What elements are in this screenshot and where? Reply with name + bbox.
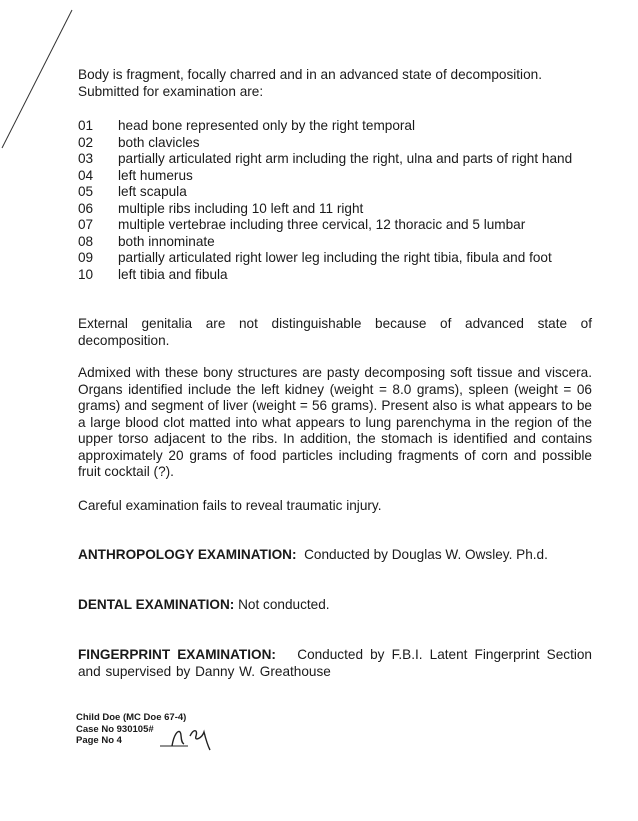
footer-case-no: Case No 930105# bbox=[76, 723, 154, 735]
intro-line-1: Body is fragment, focally charred and in an advanced state of decomposition. bbox=[78, 67, 542, 82]
intro-paragraph bbox=[78, 67, 592, 100]
fingerprint-section bbox=[78, 647, 592, 680]
anthropology-section bbox=[78, 547, 592, 564]
dental-heading: DENTAL EXAMINATION: bbox=[78, 597, 235, 612]
list-item: 04 left humerus bbox=[78, 167, 193, 183]
anthropology-text: Conducted by Douglas W. Owsley. Ph.d. bbox=[304, 547, 548, 562]
list-item: 01 head bone represented only by the right temporal bbox=[78, 118, 415, 133]
genitalia-paragraph: External genitalia are not distinguishable because of advanced state of decomposition. bbox=[78, 316, 592, 348]
list-item: 08 both innominate bbox=[78, 233, 215, 249]
list-item: 05 left scapula bbox=[78, 184, 187, 199]
specimen-list bbox=[78, 118, 594, 283]
dental-section bbox=[78, 597, 592, 614]
list-item: 02 both clavicles bbox=[78, 134, 200, 150]
list-item: 03 partially articulated right arm including the right, ulna and parts of right hand bbox=[78, 151, 573, 166]
list-item: 07 multiple vertebrae including three cervical, 12 thoracic and 5 lumbar bbox=[78, 217, 526, 232]
dental-text: Not conducted. bbox=[238, 597, 330, 612]
footer-page-no: Page No 4 bbox=[76, 735, 122, 746]
list-item: 09 partially articulated right lower leg including the right tibia, fibula and foot bbox=[78, 250, 552, 265]
fingerprint-text: Conducted by F.B.I. Latent Fingerprint Section and supervised by Danny W. Greathouse bbox=[78, 647, 592, 679]
admixed-paragraph: Admixed with these bony structures are pasty decomposing soft tissue and viscera. Organs identified include the left kidney (weight = 8.0 grams), spleen (weight = 06 grams) and segment of liver (weight = 56 grams). Present also is what appears to be a large blood clot matted into what appears to lung parenchyma in the region of the upper torso adjacent to the ribs. In addition, the stomach is identified and contains approximately 20 grams of food particles including fragments of corn and possible fruit cocktail (?). bbox=[78, 365, 592, 479]
fingerprint-heading: FINGERPRINT EXAMINATION: bbox=[78, 647, 276, 662]
anthropology-heading: ANTHROPOLOGY EXAMINATION: bbox=[78, 547, 297, 562]
handwritten-initials bbox=[160, 724, 216, 754]
careful-exam-paragraph: Careful examination fails to reveal traumatic injury. bbox=[78, 498, 382, 513]
margin-scan-line bbox=[0, 0, 80, 160]
footer-child-doe: Child Doe (MC Doe 67-4) bbox=[76, 712, 187, 723]
list-item: 06 multiple ribs including 10 left and 11 right bbox=[78, 200, 364, 216]
list-item: 10 left tibia and fibula bbox=[78, 266, 228, 282]
intro-line-2: Submitted for examination are: bbox=[78, 83, 264, 99]
